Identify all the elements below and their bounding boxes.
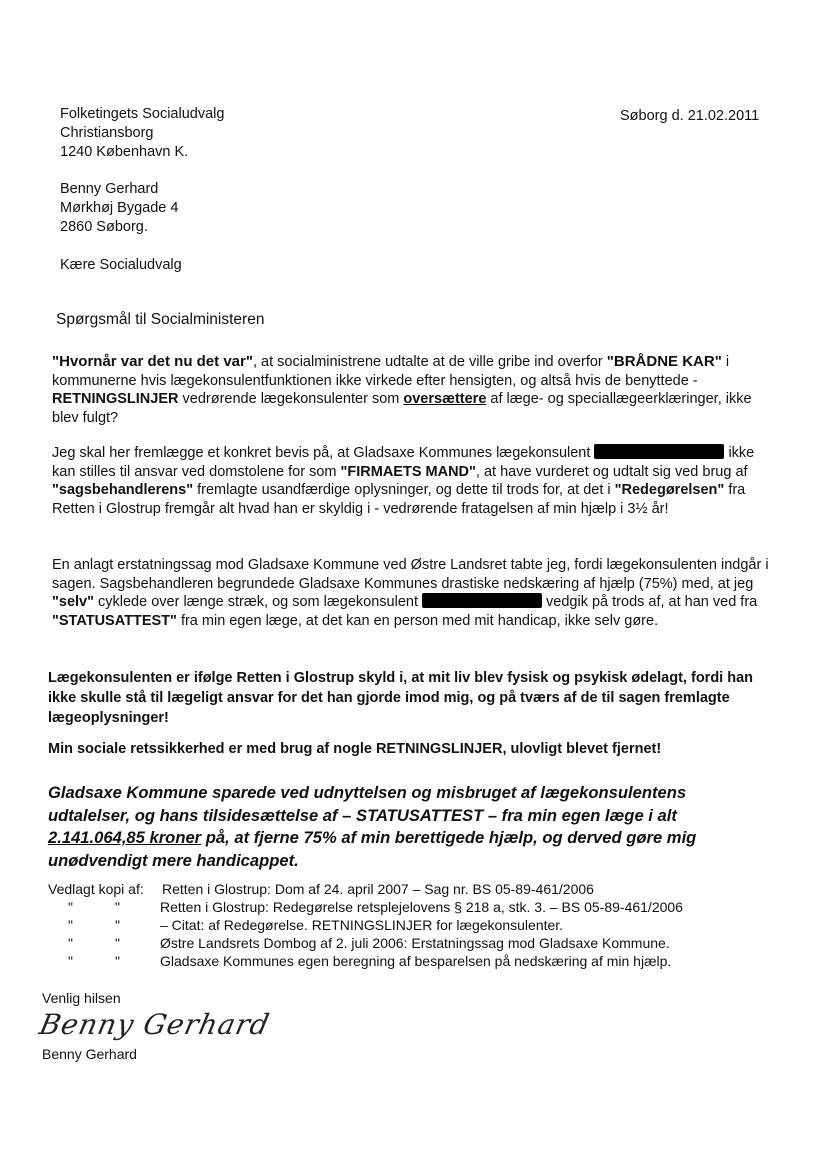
ditto-mark: " [115, 899, 120, 915]
p2-text-4: fremlagte usandfærdige oplysninger, og dette til trods for, at det i [193, 482, 615, 499]
enclosure-item: Retten i Glostrup: Dom af 24. april 2007 – Sag nr. BS 05-89-461/2006 [162, 881, 594, 897]
p3-bold-1: "selv" [52, 594, 94, 611]
closing: Venlig hilsen [42, 990, 121, 1006]
enclosures-label: Vedlagt kopi af: [48, 881, 144, 897]
p1-text-4: af læge- og speciallægeerklæringer, ikke blev fulgt? [52, 391, 752, 427]
p1-text-3: vedrørende lægekonsulenter som [178, 391, 404, 408]
recipient-line-1: Folketingets Socialudvalg [60, 106, 225, 122]
ditto-mark: " [68, 917, 73, 933]
signer-name: Benny Gerhard [42, 1046, 137, 1062]
p1-quote: "Hvornår var det nu det var" [52, 353, 253, 370]
p3-bold-2: "STATUSATTEST" [52, 613, 177, 630]
ditto-mark: " [68, 953, 73, 969]
recipient-line-2: Christiansborg [60, 125, 154, 141]
p2-text-3: , at have vurderet og udtalt sig ved brug af [475, 463, 748, 480]
p1-text-1: , at socialministrene udtalte at de ville gribe ind overfor [252, 354, 607, 370]
sender-street: Mørkhøj Bygade 4 [60, 200, 179, 216]
paragraph-3 [52, 556, 772, 631]
p6-text-2: på, at fjerne 75% af min berettigede hjælp, og derved gøre mig unødvendigt mere handicappet. [48, 828, 697, 870]
sender-city: 2860 Søborg. [60, 219, 148, 235]
p6-amount: 2.141.064,85 kroner [48, 828, 202, 847]
enclosure-item: Gladsaxe Kommunes egen beregning af besparelsen på nedskæring af min hjælp. [160, 953, 672, 969]
redaction-bar [594, 444, 724, 459]
p3-text-4: fra min egen læge, at det kan en person med mit handicap, ikke selv gøre. [176, 613, 659, 630]
paragraph-5: Min sociale retssikkerhed er med brug af nogle RETNINGSLINJER, ulovligt blevet fjernet! [48, 741, 662, 757]
p6-text-1: Gladsaxe Kommune sparede ved udnyttelsen og misbruget af lægekonsulentens udtalelser, og hans tilsidesættelse af – STATUSATTEST – fra min egen læge i alt [48, 783, 687, 825]
ditto-mark: " [115, 953, 120, 969]
ditto-mark: " [115, 917, 120, 933]
p1-bold-2: RETNINGSLINJER [52, 391, 179, 408]
ditto-mark: " [68, 935, 73, 951]
p1-text-2: i kommunerne hvis lægekonsulentfunktionen ikke virkede efter hensigten, og altså hvis de benyttede - [52, 354, 730, 389]
ditto-mark: " [115, 935, 120, 951]
recipient-line-3: 1240 København K. [60, 144, 189, 160]
enclosure-item: Retten i Glostrup: Redegørelse retsplejelovens § 218 a, stk. 3. – BS 05-89-461/2006 [160, 899, 683, 915]
paragraph-2 [52, 444, 772, 519]
subject-heading: Spørgsmål til Socialministeren [56, 311, 265, 328]
letter-date: Søborg d. 21.02.2011 [620, 108, 760, 124]
redaction-bar [422, 593, 542, 608]
paragraph-4: Lægekonsulenten er ifølge Retten i Glostrup skyld i, at mit liv blev fysisk og psykisk ødelagt, fordi han ikke skulle stå til lægeligt ansvar for det han gjorde imod mig, og på tværs af de til sagen fremlagte lægeoplysninger! [48, 670, 754, 726]
p1-bold-3: oversættere [403, 391, 487, 408]
paragraph-1 [52, 353, 772, 428]
p2-text-1: Jeg skal her fremlægge et konkret bevis på, at Gladsaxe Kommunes lægekonsulent [52, 445, 595, 461]
p2-text-2: ikke kan stilles til ansvar ved domstolene for som [52, 445, 755, 480]
handwritten-signature: Benny Gerhard [36, 1008, 273, 1041]
p3-text-2: cyklede over længe stræk, og som lægekonsulent [93, 594, 423, 611]
p1-bold-1: "BRÅDNE KAR" [606, 353, 722, 370]
sender-name: Benny Gerhard [60, 181, 159, 197]
ditto-mark: " [68, 899, 73, 915]
p2-bold-3: "Redegørelsen" [614, 482, 725, 499]
paragraph-6 [48, 782, 770, 872]
p3-text-3: vedgik på trods af, at han ved fra [542, 594, 758, 611]
enclosure-item: Østre Landsrets Dombog af 2. juli 2006: Erstatningssag mod Gladsaxe Kommune. [160, 935, 670, 951]
salutation: Kære Socialudvalg [60, 257, 182, 273]
p2-bold-1: "FIRMAETS MAND" [340, 463, 476, 480]
enclosure-item: – Citat: af Redegørelse. RETNINGSLINJER for lægekonsulenter. [160, 917, 564, 933]
p3-text-1: En anlagt erstatningssag mod Gladsaxe Kommune ved Østre Landsret tabte jeg, fordi lægekonsulenten indgår i sagen. Sagsbehandleren begrundede Gladsaxe Kommunes drastiske nedskæring af hjælp (75%) med, at jeg [52, 557, 769, 592]
p2-bold-2: "sagsbehandlerens" [52, 482, 194, 499]
p2-text-5: fra Retten i Glostrup fremgår alt hvad han er skyldig i - vedrørende fratagelsen af min hjælp i 3½ år! [52, 482, 746, 518]
